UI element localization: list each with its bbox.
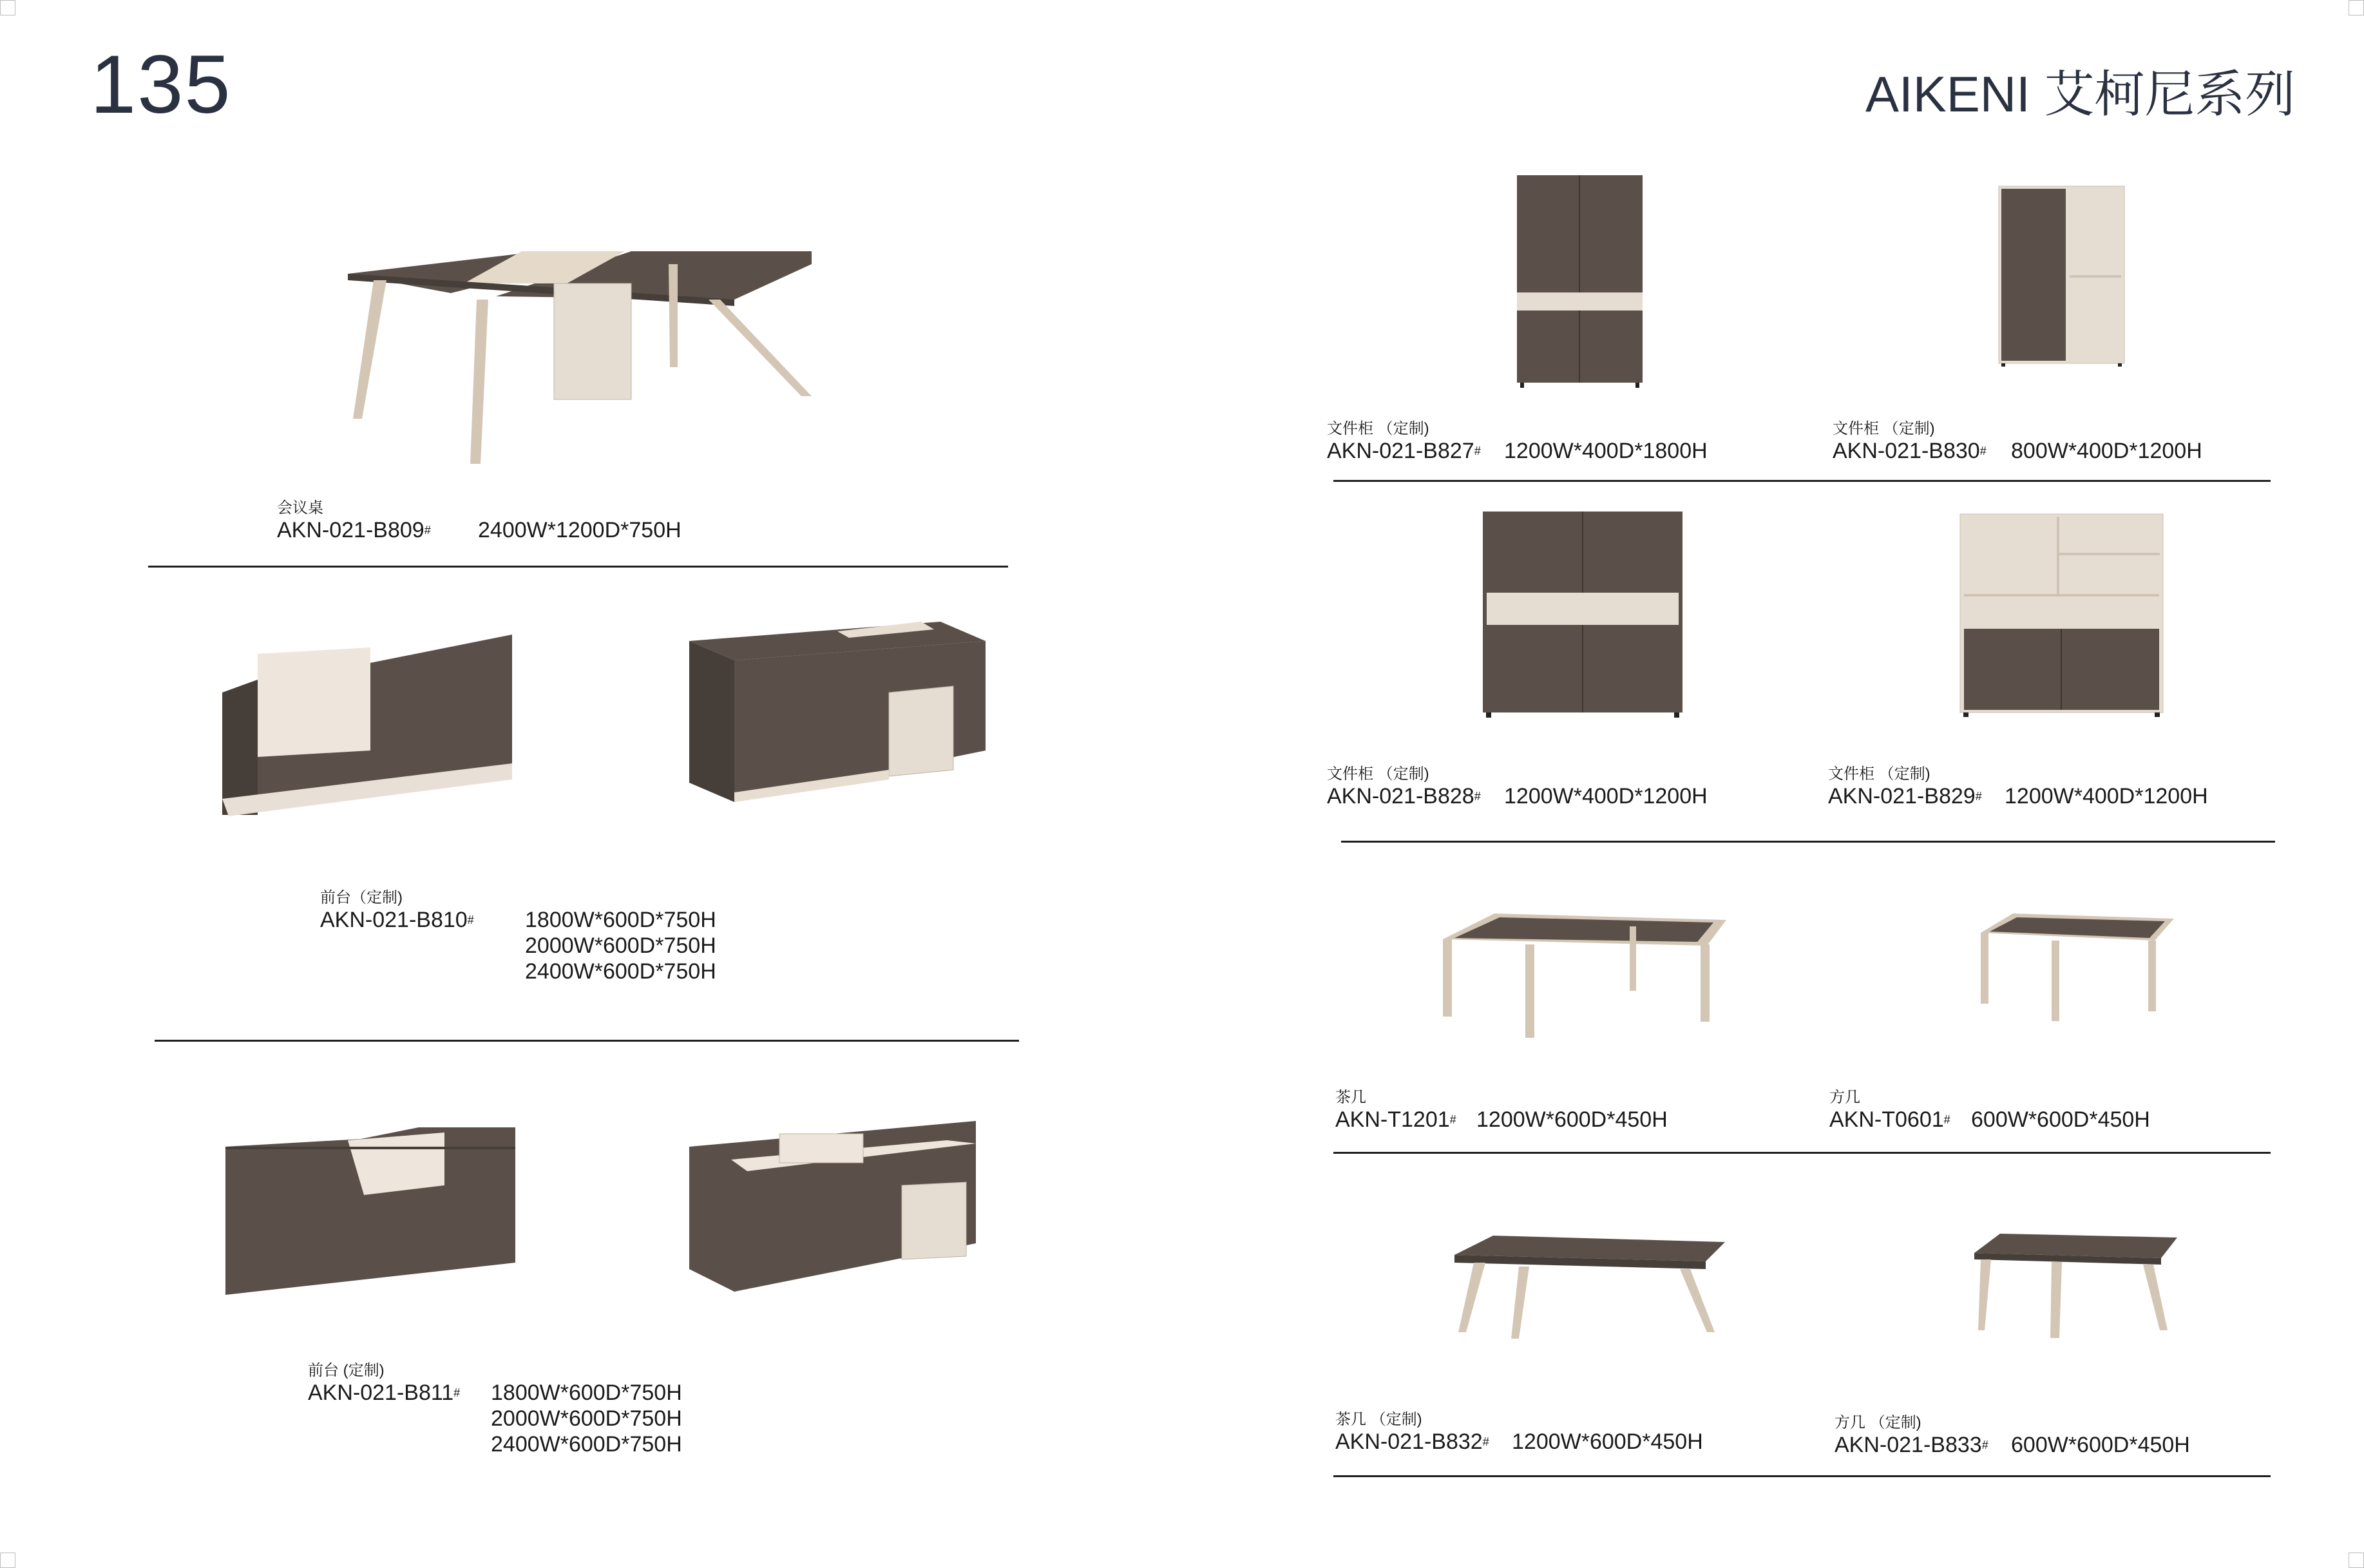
product-category: 前台（定制) (320, 889, 403, 906)
file-cabinet-image (1960, 514, 2163, 717)
product-code: AKN-021-B829# (1828, 784, 1982, 808)
crop-mark-bottom-right (2349, 1553, 2364, 1568)
product-category: 前台 (定制) (308, 1362, 385, 1379)
product-dimensions-b809: 2400W*1200D*750H (478, 518, 682, 542)
reception-desk-image (689, 1121, 976, 1295)
product-category: 茶几 （定制) (1335, 1411, 1422, 1428)
product-caption-t0601 (1829, 1089, 1950, 1133)
product-dimensions-b829: 1200W*400D*1200H (2005, 784, 2208, 808)
divider (1333, 1152, 2271, 1154)
side-table-image (1981, 913, 2174, 1023)
file-cabinet-image (1483, 512, 1682, 718)
product-dimensions-b832: 1200W*600D*450H (1512, 1429, 1703, 1454)
product-caption-b830 (1833, 420, 1987, 464)
product-caption-b832 (1335, 1411, 1489, 1455)
product-category: 方几 （定制) (1835, 1414, 1921, 1431)
page-number: 135 (90, 39, 232, 131)
side-table-image (1974, 1234, 2177, 1340)
product-category: 文件柜 （定制) (1833, 420, 1935, 437)
product-category: 会议桌 (277, 499, 323, 517)
product-caption-b811 (308, 1362, 460, 1406)
product-code: AKN-021-B828# (1327, 784, 1481, 808)
product-dimensions-b830: 800W*400D*1200H (2011, 439, 2202, 463)
product-code: AKN-021-B809# (277, 518, 431, 542)
reception-desk-image (689, 622, 986, 808)
product-code: AKN-021-B827# (1327, 439, 1481, 463)
product-code: AKN-021-B833# (1835, 1433, 1988, 1457)
product-code: AKN-T1201# (1335, 1107, 1456, 1132)
file-cabinet-image (1517, 175, 1643, 388)
divider (155, 1040, 1019, 1042)
divider (1333, 480, 2271, 482)
product-caption-b827 (1327, 420, 1481, 464)
product-code: AKN-021-B811# (308, 1381, 461, 1405)
series-title: AIKENI 艾柯尼系列 (1865, 66, 2296, 122)
product-dimensions-t1201: 1200W*600D*450H (1476, 1107, 1668, 1132)
product-category: 茶几 (1335, 1089, 1366, 1106)
crop-mark-bottom-left (0, 1553, 15, 1568)
product-caption-b833 (1835, 1414, 1988, 1458)
reception-desk-image (225, 1121, 515, 1301)
divider (148, 566, 1008, 568)
product-code: AKN-021-B810# (320, 908, 474, 932)
product-dimensions-b828: 1200W*400D*1200H (1504, 784, 1708, 808)
crop-mark-top-right (2349, 0, 2364, 15)
divider (1333, 1475, 2271, 1477)
product-caption-b809 (277, 499, 431, 543)
product-category: 文件柜 （定制) (1828, 765, 1930, 783)
coffee-table-image (1443, 913, 1726, 1042)
coffee-table-image (1454, 1236, 1725, 1339)
product-dimensions-b827: 1200W*400D*1800H (1504, 439, 1708, 463)
product-dimensions-b810: 1800W*600D*750H 2000W*600D*750H 2400W*600D*750H (525, 908, 716, 984)
divider (1341, 841, 2275, 843)
product-dimensions-b811: 1800W*600D*750H 2000W*600D*750H 2400W*600D*750H (491, 1381, 682, 1457)
file-cabinet-image (1999, 186, 2124, 367)
product-caption-t1201 (1335, 1089, 1456, 1133)
product-caption-b828 (1327, 765, 1481, 809)
product-caption-b829 (1828, 765, 1982, 809)
product-category: 方几 (1829, 1089, 1860, 1106)
product-category: 文件柜 （定制) (1327, 420, 1429, 437)
product-category: 文件柜 （定制) (1327, 765, 1429, 783)
product-caption-b810 (320, 889, 474, 933)
reception-desk-image (222, 635, 512, 828)
conference-table-image (348, 238, 825, 470)
product-code: AKN-021-B832# (1335, 1429, 1489, 1454)
crop-mark-top-left (0, 0, 15, 15)
product-code: AKN-021-B830# (1833, 439, 1987, 463)
product-code: AKN-T0601# (1829, 1107, 1950, 1132)
product-dimensions-b833: 600W*600D*450H (2011, 1433, 2190, 1457)
product-dimensions-t0601: 600W*600D*450H (1971, 1107, 2150, 1132)
